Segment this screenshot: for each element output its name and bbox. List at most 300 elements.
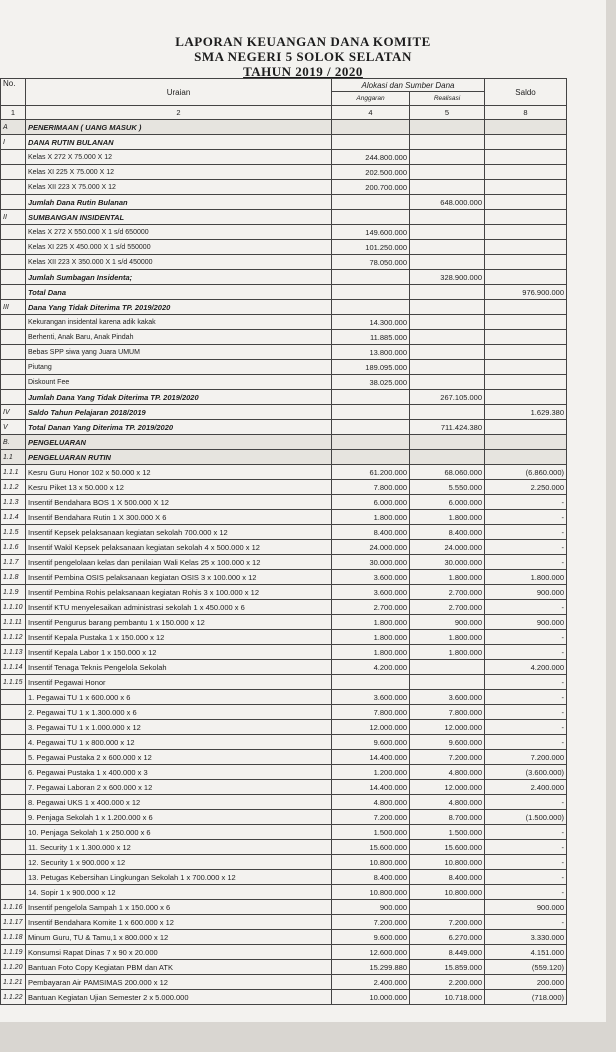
row-realisasi bbox=[410, 225, 485, 240]
row-number bbox=[1, 825, 26, 840]
table-row bbox=[1, 915, 567, 930]
row-saldo: - bbox=[485, 555, 567, 570]
row-number: 1.1.15 bbox=[1, 675, 26, 690]
row-number bbox=[1, 195, 26, 210]
row-anggaran: 200.700.000 bbox=[332, 180, 410, 195]
header-alokasi: Alokasi dan Sumber Dana bbox=[332, 79, 485, 92]
row-realisasi: 711.424.380 bbox=[410, 420, 485, 435]
row-saldo: - bbox=[485, 795, 567, 810]
row-saldo bbox=[485, 150, 567, 165]
row-realisasi: 328.900.000 bbox=[410, 270, 485, 285]
row-anggaran: 244.800.000 bbox=[332, 150, 410, 165]
row-saldo: (1.500.000) bbox=[485, 810, 567, 825]
row-number bbox=[1, 705, 26, 720]
row-saldo: - bbox=[485, 885, 567, 900]
row-description: Kekurangan insidental karena adik kakak bbox=[26, 315, 332, 330]
row-realisasi bbox=[410, 135, 485, 150]
row-realisasi: 2.700.000 bbox=[410, 585, 485, 600]
row-anggaran: 14.400.000 bbox=[332, 780, 410, 795]
table-row bbox=[1, 855, 567, 870]
row-number bbox=[1, 285, 26, 300]
row-number bbox=[1, 375, 26, 390]
row-anggaran: 7.800.000 bbox=[332, 480, 410, 495]
row-number bbox=[1, 750, 26, 765]
row-description: 5. Pegawai Pustaka 2 x 600.000 x 12 bbox=[26, 750, 332, 765]
table-row bbox=[1, 480, 567, 495]
row-number bbox=[1, 765, 26, 780]
row-number: I bbox=[1, 135, 26, 150]
table-row bbox=[1, 885, 567, 900]
row-realisasi: 8.700.000 bbox=[410, 810, 485, 825]
row-realisasi: 7.200.000 bbox=[410, 915, 485, 930]
row-realisasi bbox=[410, 180, 485, 195]
row-realisasi bbox=[410, 900, 485, 915]
row-anggaran: 1.800.000 bbox=[332, 510, 410, 525]
table-row bbox=[1, 795, 567, 810]
row-anggaran: 7.200.000 bbox=[332, 810, 410, 825]
row-number: 1.1.9 bbox=[1, 585, 26, 600]
row-description: PENGELUARAN RUTIN bbox=[26, 450, 332, 465]
row-anggaran: 2.400.000 bbox=[332, 975, 410, 990]
row-anggaran bbox=[332, 405, 410, 420]
table-row bbox=[1, 390, 567, 405]
row-anggaran: 2.700.000 bbox=[332, 600, 410, 615]
row-description: Insentif Kepsek pelaksanaan kegiatan sekolah 700.000 x 12 bbox=[26, 525, 332, 540]
row-realisasi: 15.859.000 bbox=[410, 960, 485, 975]
row-anggaran bbox=[332, 135, 410, 150]
row-realisasi: 1.800.000 bbox=[410, 510, 485, 525]
row-realisasi bbox=[410, 675, 485, 690]
row-anggaran: 6.000.000 bbox=[332, 495, 410, 510]
row-anggaran: 15.299.880 bbox=[332, 960, 410, 975]
row-description: Kelas XII 223 X 75.000 X 12 bbox=[26, 180, 332, 195]
table-row bbox=[1, 975, 567, 990]
table-row bbox=[1, 825, 567, 840]
row-realisasi bbox=[410, 375, 485, 390]
row-saldo bbox=[485, 165, 567, 180]
table-row bbox=[1, 255, 567, 270]
column-number: 8 bbox=[485, 106, 567, 120]
table-row bbox=[1, 630, 567, 645]
row-realisasi: 2.200.000 bbox=[410, 975, 485, 990]
row-realisasi bbox=[410, 120, 485, 135]
row-number: 1.1.11 bbox=[1, 615, 26, 630]
row-saldo bbox=[485, 225, 567, 240]
row-realisasi bbox=[410, 405, 485, 420]
row-number bbox=[1, 315, 26, 330]
row-description: Kesru Guru Honor 102 x 50.000 x 12 bbox=[26, 465, 332, 480]
row-realisasi: 10.718.000 bbox=[410, 990, 485, 1005]
row-saldo: 4.200.000 bbox=[485, 660, 567, 675]
row-description: Insentif Bendahara Komite 1 x 600.000 x 12 bbox=[26, 915, 332, 930]
table-row bbox=[1, 240, 567, 255]
row-anggaran bbox=[332, 285, 410, 300]
row-saldo: 2.400.000 bbox=[485, 780, 567, 795]
row-description: 6. Pegawai Pustaka 1 x 400.000 x 3 bbox=[26, 765, 332, 780]
row-saldo bbox=[485, 195, 567, 210]
table-row bbox=[1, 675, 567, 690]
row-saldo bbox=[485, 450, 567, 465]
row-realisasi: 68.060.000 bbox=[410, 465, 485, 480]
row-description: 12. Security 1 x 900.000 x 12 bbox=[26, 855, 332, 870]
row-description: 11. Security 1 x 1.300.000 x 12 bbox=[26, 840, 332, 855]
table-row bbox=[1, 465, 567, 480]
row-description: Konsumsi Rapat Dinas 7 x 90 x 20.000 bbox=[26, 945, 332, 960]
row-anggaran: 4.800.000 bbox=[332, 795, 410, 810]
row-number bbox=[1, 180, 26, 195]
row-anggaran: 8.400.000 bbox=[332, 870, 410, 885]
row-realisasi bbox=[410, 255, 485, 270]
row-saldo: 2.250.000 bbox=[485, 480, 567, 495]
row-realisasi bbox=[410, 360, 485, 375]
row-anggaran bbox=[332, 435, 410, 450]
row-saldo: 3.330.000 bbox=[485, 930, 567, 945]
row-realisasi: 7.200.000 bbox=[410, 750, 485, 765]
row-number: 1.1 bbox=[1, 450, 26, 465]
row-description: Diskount Fee bbox=[26, 375, 332, 390]
row-saldo bbox=[485, 120, 567, 135]
row-anggaran: 10.800.000 bbox=[332, 855, 410, 870]
table-row bbox=[1, 810, 567, 825]
row-description: Insentif KTU menyelesaikan administrasi sekolah 1 x 450.000 x 6 bbox=[26, 600, 332, 615]
row-anggaran bbox=[332, 675, 410, 690]
table-row bbox=[1, 420, 567, 435]
row-description: 9. Penjaga Sekolah 1 x 1.200.000 x 6 bbox=[26, 810, 332, 825]
row-number: 1.1.20 bbox=[1, 960, 26, 975]
row-anggaran: 14.300.000 bbox=[332, 315, 410, 330]
row-realisasi: 15.600.000 bbox=[410, 840, 485, 855]
row-saldo: - bbox=[485, 540, 567, 555]
row-realisasi: 7.800.000 bbox=[410, 705, 485, 720]
row-saldo bbox=[485, 420, 567, 435]
row-saldo: - bbox=[485, 510, 567, 525]
row-realisasi: 8.400.000 bbox=[410, 525, 485, 540]
row-description: Kelas XI 225 X 450.000 X 1 s/d 550000 bbox=[26, 240, 332, 255]
row-realisasi bbox=[410, 315, 485, 330]
table-row bbox=[1, 780, 567, 795]
row-description: Insentif Bendahara BOS 1 X 500.000 X 12 bbox=[26, 495, 332, 510]
row-saldo: 1.800.000 bbox=[485, 570, 567, 585]
row-anggaran: 1.800.000 bbox=[332, 630, 410, 645]
table-row bbox=[1, 585, 567, 600]
row-anggaran: 10.000.000 bbox=[332, 990, 410, 1005]
row-number bbox=[1, 240, 26, 255]
row-saldo bbox=[485, 240, 567, 255]
row-description: Saldo Tahun Pelajaran 2018/2019 bbox=[26, 405, 332, 420]
row-description: Kesru Piket 13 x 50.000 x 12 bbox=[26, 480, 332, 495]
row-description: Kelas X 272 X 550.000 X 1 s/d 650000 bbox=[26, 225, 332, 240]
row-realisasi bbox=[410, 345, 485, 360]
header-saldo: Saldo bbox=[485, 79, 567, 106]
row-description: 13. Petugas Kebersihan Lingkungan Sekolah 1 x 700.000 x 12 bbox=[26, 870, 332, 885]
table-row bbox=[1, 645, 567, 660]
table-row bbox=[1, 540, 567, 555]
row-number: 1.1.12 bbox=[1, 630, 26, 645]
row-number bbox=[1, 870, 26, 885]
row-description: Jumlah Dana Yang Tidak Diterima TP. 2019/2020 bbox=[26, 390, 332, 405]
row-saldo: - bbox=[485, 645, 567, 660]
row-anggaran: 9.600.000 bbox=[332, 735, 410, 750]
row-anggaran: 3.600.000 bbox=[332, 585, 410, 600]
row-description: Insentif Pegawai Honor bbox=[26, 675, 332, 690]
row-saldo: - bbox=[485, 855, 567, 870]
row-description: Insentif Bendahara Rutin 1 X 300.000 X 6 bbox=[26, 510, 332, 525]
row-number bbox=[1, 735, 26, 750]
table-row bbox=[1, 165, 567, 180]
row-number: V bbox=[1, 420, 26, 435]
row-anggaran: 61.200.000 bbox=[332, 465, 410, 480]
row-realisasi: 8.449.000 bbox=[410, 945, 485, 960]
row-number: 1.1.18 bbox=[1, 930, 26, 945]
table-row bbox=[1, 345, 567, 360]
row-description: Dana Yang Tidak Diterima TP. 2019/2020 bbox=[26, 300, 332, 315]
finance-table bbox=[0, 78, 567, 1005]
row-realisasi bbox=[410, 660, 485, 675]
row-saldo bbox=[485, 390, 567, 405]
row-saldo: - bbox=[485, 600, 567, 615]
row-realisasi bbox=[410, 165, 485, 180]
row-realisasi bbox=[410, 210, 485, 225]
row-description: Berhenti, Anak Baru, Anak Pindah bbox=[26, 330, 332, 345]
row-anggaran: 7.800.000 bbox=[332, 705, 410, 720]
fiscal-year: TAHUN 2019 / 2020 bbox=[243, 64, 363, 79]
row-number bbox=[1, 810, 26, 825]
row-anggaran: 3.600.000 bbox=[332, 570, 410, 585]
row-description: Insentif Pembina OSIS pelaksanaan kegiatan OSIS 3 x 100.000 x 12 bbox=[26, 570, 332, 585]
row-saldo: - bbox=[485, 735, 567, 750]
table-row bbox=[1, 600, 567, 615]
row-anggaran bbox=[332, 390, 410, 405]
table-row bbox=[1, 555, 567, 570]
row-number: III bbox=[1, 300, 26, 315]
row-description: 14. Sopir 1 x 900.000 x 12 bbox=[26, 885, 332, 900]
row-description: Insentif Pembina Rohis pelaksanaan kegiatan Rohis 3 x 100.000 x 12 bbox=[26, 585, 332, 600]
table-row bbox=[1, 990, 567, 1005]
row-number bbox=[1, 150, 26, 165]
table-row bbox=[1, 210, 567, 225]
row-description: Insentif Tenaga Teknis Pengelola Sekolah bbox=[26, 660, 332, 675]
row-description: Insentif Wakil Kepsek pelaksanaan kegiatan sekolah 4 x 500.000 x 12 bbox=[26, 540, 332, 555]
table-row bbox=[1, 225, 567, 240]
row-number bbox=[1, 360, 26, 375]
row-number bbox=[1, 225, 26, 240]
row-anggaran: 7.200.000 bbox=[332, 915, 410, 930]
row-saldo: (3.600.000) bbox=[485, 765, 567, 780]
row-anggaran bbox=[332, 120, 410, 135]
row-number bbox=[1, 855, 26, 870]
row-description: PENERIMAAN ( UANG MASUK ) bbox=[26, 120, 332, 135]
row-anggaran: 202.500.000 bbox=[332, 165, 410, 180]
row-description: Insentif Kepala Labor 1 x 150.000 x 12 bbox=[26, 645, 332, 660]
row-anggaran: 9.600.000 bbox=[332, 930, 410, 945]
row-saldo: 976.900.000 bbox=[485, 285, 567, 300]
row-realisasi: 6.000.000 bbox=[410, 495, 485, 510]
row-number: 1.1.5 bbox=[1, 525, 26, 540]
row-anggaran: 13.800.000 bbox=[332, 345, 410, 360]
row-realisasi: 1.500.000 bbox=[410, 825, 485, 840]
column-number: 5 bbox=[410, 106, 485, 120]
table-row bbox=[1, 900, 567, 915]
row-realisasi: 267.105.000 bbox=[410, 390, 485, 405]
column-number: 2 bbox=[26, 106, 332, 120]
row-description: Jumlah Dana Rutin Bulanan bbox=[26, 195, 332, 210]
row-saldo: - bbox=[485, 630, 567, 645]
table-row bbox=[1, 195, 567, 210]
table-row bbox=[1, 495, 567, 510]
row-saldo: (718.000) bbox=[485, 990, 567, 1005]
row-description: Insentif pengelolaan kelas dan penilaian Wali Kelas 25 x 100.000 x 12 bbox=[26, 555, 332, 570]
row-description: Piutang bbox=[26, 360, 332, 375]
row-realisasi: 10.800.000 bbox=[410, 885, 485, 900]
row-description: Jumlah Sumbagan Insidenta; bbox=[26, 270, 332, 285]
row-realisasi bbox=[410, 240, 485, 255]
row-anggaran: 38.025.000 bbox=[332, 375, 410, 390]
table-row bbox=[1, 150, 567, 165]
column-number: 1 bbox=[1, 106, 26, 120]
row-anggaran: 1.200.000 bbox=[332, 765, 410, 780]
row-number: 1.1.1 bbox=[1, 465, 26, 480]
row-number: IV bbox=[1, 405, 26, 420]
row-anggaran bbox=[332, 210, 410, 225]
row-number bbox=[1, 885, 26, 900]
table-row bbox=[1, 930, 567, 945]
row-realisasi: 900.000 bbox=[410, 615, 485, 630]
row-anggaran: 10.800.000 bbox=[332, 885, 410, 900]
row-number bbox=[1, 330, 26, 345]
table-row bbox=[1, 360, 567, 375]
header-anggaran: Anggaran bbox=[332, 92, 410, 106]
row-realisasi: 1.800.000 bbox=[410, 630, 485, 645]
row-anggaran: 8.400.000 bbox=[332, 525, 410, 540]
table-row bbox=[1, 750, 567, 765]
row-number: 1.1.21 bbox=[1, 975, 26, 990]
table-row bbox=[1, 450, 567, 465]
row-saldo: 1.629.380 bbox=[485, 405, 567, 420]
row-anggaran: 14.400.000 bbox=[332, 750, 410, 765]
table-row bbox=[1, 945, 567, 960]
row-number bbox=[1, 795, 26, 810]
row-description: Pembayaran Air PAMSIMAS 200.000 x 12 bbox=[26, 975, 332, 990]
school-name: SMA NEGERI 5 SOLOK SELATAN bbox=[194, 49, 412, 64]
row-realisasi bbox=[410, 150, 485, 165]
row-number: 1.1.10 bbox=[1, 600, 26, 615]
row-saldo: - bbox=[485, 705, 567, 720]
row-saldo bbox=[485, 270, 567, 285]
row-anggaran bbox=[332, 195, 410, 210]
row-number: B. bbox=[1, 435, 26, 450]
column-number: 4 bbox=[332, 106, 410, 120]
row-description: 10. Penjaga Sekolah 1 x 250.000 x 6 bbox=[26, 825, 332, 840]
row-realisasi: 30.000.000 bbox=[410, 555, 485, 570]
row-saldo: - bbox=[485, 825, 567, 840]
row-realisasi: 10.800.000 bbox=[410, 855, 485, 870]
row-realisasi: 3.600.000 bbox=[410, 690, 485, 705]
row-realisasi: 5.550.000 bbox=[410, 480, 485, 495]
row-saldo: 4.151.000 bbox=[485, 945, 567, 960]
row-description: SUMBANGAN INSIDENTAL bbox=[26, 210, 332, 225]
row-realisasi: 2.700.000 bbox=[410, 600, 485, 615]
row-saldo: - bbox=[485, 720, 567, 735]
row-anggaran: 11.885.000 bbox=[332, 330, 410, 345]
row-anggaran: 12.000.000 bbox=[332, 720, 410, 735]
table-row bbox=[1, 375, 567, 390]
row-anggaran: 4.200.000 bbox=[332, 660, 410, 675]
row-realisasi: 6.270.000 bbox=[410, 930, 485, 945]
row-description: PENGELUARAN bbox=[26, 435, 332, 450]
row-saldo: 900.000 bbox=[485, 900, 567, 915]
row-anggaran: 101.250.000 bbox=[332, 240, 410, 255]
row-description: Kelas XII 223 X 350.000 X 1 s/d 450000 bbox=[26, 255, 332, 270]
row-realisasi: 24.000.000 bbox=[410, 540, 485, 555]
row-anggaran: 1.800.000 bbox=[332, 645, 410, 660]
row-description: Total Danan Yang Diterima TP. 2019/2020 bbox=[26, 420, 332, 435]
table-row bbox=[1, 690, 567, 705]
row-realisasi: 648.000.000 bbox=[410, 195, 485, 210]
row-anggaran bbox=[332, 450, 410, 465]
table-row bbox=[1, 705, 567, 720]
row-number: 1.1.6 bbox=[1, 540, 26, 555]
table-row bbox=[1, 660, 567, 675]
row-number: 1.1.16 bbox=[1, 900, 26, 915]
row-saldo: 200.000 bbox=[485, 975, 567, 990]
row-number: 1.1.4 bbox=[1, 510, 26, 525]
row-realisasi bbox=[410, 435, 485, 450]
row-realisasi: 9.600.000 bbox=[410, 735, 485, 750]
row-description: Bantuan Kegiatan Ujian Semester 2 x 5.000.000 bbox=[26, 990, 332, 1005]
header-realisasi: Realisasi bbox=[410, 92, 485, 106]
row-anggaran: 1.500.000 bbox=[332, 825, 410, 840]
row-description: Insentif pengelola Sampah 1 x 150.000 x 6 bbox=[26, 900, 332, 915]
row-anggaran: 12.600.000 bbox=[332, 945, 410, 960]
table-row bbox=[1, 765, 567, 780]
row-saldo bbox=[485, 360, 567, 375]
row-saldo bbox=[485, 330, 567, 345]
row-number: 1.1.8 bbox=[1, 570, 26, 585]
row-description: 8. Pegawai UKS 1 x 400.000 x 12 bbox=[26, 795, 332, 810]
table-row bbox=[1, 525, 567, 540]
row-number bbox=[1, 720, 26, 735]
table-row bbox=[1, 510, 567, 525]
row-number: 1.1.7 bbox=[1, 555, 26, 570]
row-saldo: 900.000 bbox=[485, 615, 567, 630]
row-saldo: 7.200.000 bbox=[485, 750, 567, 765]
row-description: Kelas XI 225 X 75.000 X 12 bbox=[26, 165, 332, 180]
row-anggaran: 189.095.000 bbox=[332, 360, 410, 375]
row-saldo bbox=[485, 315, 567, 330]
table-row bbox=[1, 135, 567, 150]
row-saldo bbox=[485, 435, 567, 450]
header-no: No. bbox=[1, 79, 26, 106]
row-number bbox=[1, 270, 26, 285]
row-description: 4. Pegawai TU 1 x 800.000 x 12 bbox=[26, 735, 332, 750]
row-saldo bbox=[485, 375, 567, 390]
row-number bbox=[1, 345, 26, 360]
row-description: 1. Pegawai TU 1 x 600.000 x 6 bbox=[26, 690, 332, 705]
table-row bbox=[1, 330, 567, 345]
row-anggaran: 1.800.000 bbox=[332, 615, 410, 630]
table-row bbox=[1, 960, 567, 975]
table-row bbox=[1, 270, 567, 285]
row-number: 1.1.19 bbox=[1, 945, 26, 960]
row-number bbox=[1, 165, 26, 180]
row-realisasi: 1.800.000 bbox=[410, 645, 485, 660]
row-realisasi: 4.800.000 bbox=[410, 795, 485, 810]
row-number: 1.1.13 bbox=[1, 645, 26, 660]
row-saldo bbox=[485, 210, 567, 225]
row-anggaran: 900.000 bbox=[332, 900, 410, 915]
row-saldo: - bbox=[485, 690, 567, 705]
row-description: DANA RUTIN BULANAN bbox=[26, 135, 332, 150]
